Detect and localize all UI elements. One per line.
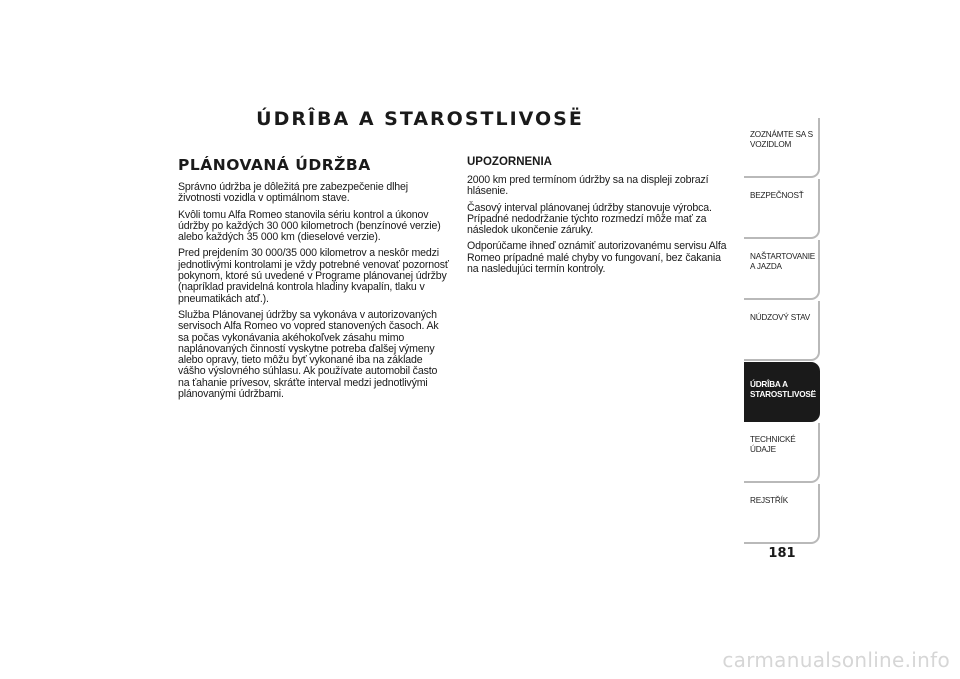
tab-technical-data[interactable]: TECHNICKÉ ÚDAJE [744, 423, 820, 483]
section-heading-planned-maintenance: PLÁNOVANÁ ÚDRŽBA [178, 156, 371, 174]
paragraph: Časový interval plánovanej údržby stanovuje výrobca. Prípadné nedodržanie týchto rozmedzí môže mať za následok ukončenie záruky. [467, 201, 712, 237]
tab-getting-to-know-vehicle[interactable]: ZOZNÁMTE SA S VOZIDLOM [744, 118, 820, 178]
page-number: 181 [768, 546, 796, 561]
tab-emergency[interactable]: NÚDZOVÝ STAV [744, 301, 820, 361]
tab-starting-and-driving[interactable]: NAŠTARTOVANIE A JAZDA [744, 240, 820, 300]
tab-safety[interactable]: BEZPEČNOSŤ [744, 179, 820, 239]
page-title: ÚDRÎBA A STAROSTLIVOSË [256, 108, 584, 130]
tab-maintenance-and-care[interactable]: ÚDRÎBA A STAROSTLIVOSË [744, 362, 820, 422]
paragraph: Správno údržba je dôležitá pre zabezpečenie dlhej životnosti vozidla v optimálnom stave. [178, 181, 408, 205]
paragraph: Pred prejdením 30 000/35 000 kilometrov a neskôr medzi jednotlivými kontrolami je vždy potrebné venovať pozornosť pokynom, ktoré sú uvedené v Programe plánovanej údržby (napríklad pravidelná kontrola hladiny kvapalín, tlaku v pneumatikách atď.). [178, 247, 449, 305]
right-column [467, 156, 727, 280]
chapter-tabs [744, 118, 820, 545]
tab-index[interactable]: REJSTŘÍK [744, 484, 820, 544]
left-column [178, 156, 450, 405]
paragraph: 2000 km pred termínom údržby sa na displeji zobrazí hlásenie. [467, 174, 709, 198]
paragraph: Odporúčame ihneď oznámiť autorizovanému servisu Alfa Romeo prípadné malé chyby vo fungovaní, bez čakania na nasledujúci termín kontroly. [467, 240, 727, 276]
warnings-heading: UPOZORNENIA [467, 156, 552, 168]
watermark: carmanualsonline.info [722, 648, 950, 672]
paragraph: Služba Plánovanej údržby sa vykonáva v autorizovaných servisoch Alfa Romeo vo vopred stanovených časoch. Ak sa počas vykonávania akéhokoľvek zásahu mimo naplánovaných činností vyskytne potreba ďalšej výmeny alebo opravy, tieto môžu byť vykonané iba na základe vášho výslovného súhlasu. Ak používate automobil často na ťahanie prívesov, skráťte interval medzi jednotlivými plánovanými údržbami. [178, 308, 439, 401]
paragraph: Kvôli tomu Alfa Romeo stanovila sériu kontrol a úkonov údržby po každých 30 000 kilometroch (benzínové verzie) alebo každých 35 000 km (dieselové verzie). [178, 208, 441, 244]
